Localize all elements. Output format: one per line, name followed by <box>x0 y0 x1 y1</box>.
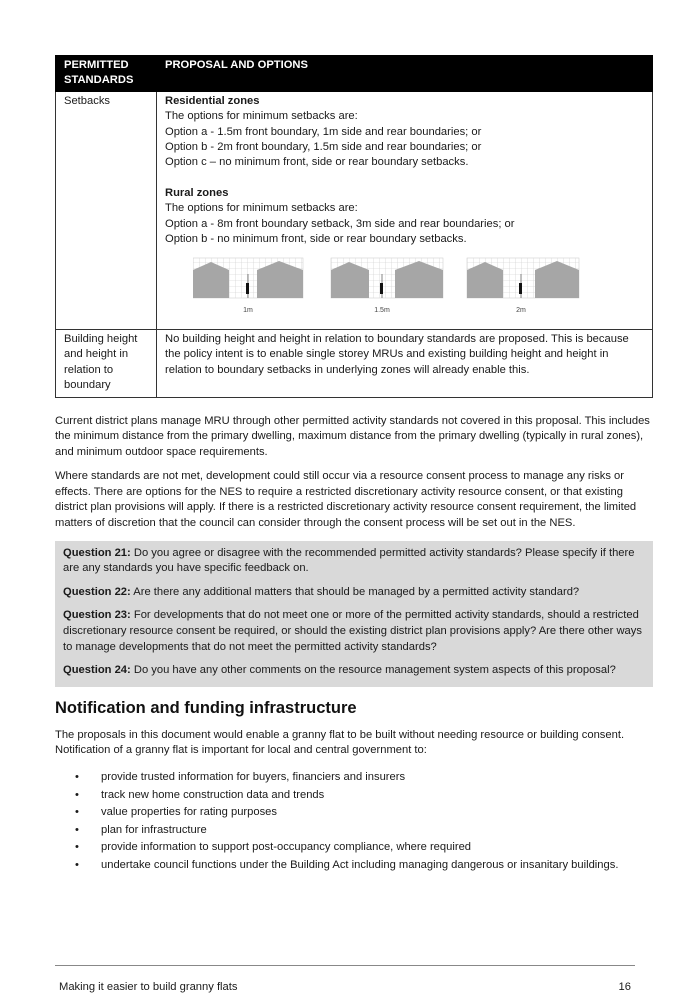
table-row <box>56 91 653 329</box>
document-page <box>55 55 653 875</box>
setback-panel-1-5m <box>331 258 443 314</box>
list-item: • value properties for rating purposes <box>55 804 653 822</box>
setback-panel-2m <box>467 258 579 314</box>
question-text: Are there any additional matters that should be managed by a permitted activity standard? <box>130 585 580 598</box>
question-item <box>63 546 645 577</box>
residential-line: Option b - 2m front boundary, 1.5m side and rear boundaries; or <box>165 141 482 154</box>
permitted-standards-table <box>55 55 653 398</box>
question-label: Question 21: <box>63 546 131 559</box>
question-text: For developments that do not meet one or more of the permitted activity standards, should a restricted discretionary resource consent be required, or should the existing district plan provisions apply? Are there other ways to manage developments that do not meet the permitted activity standards? <box>63 609 642 653</box>
setback-panel-1m <box>193 258 303 314</box>
body-paragraph: Where standards are not met, development could still occur via a resource consent process to manage any risks or effects. There are options for the NES to require a restricted discretionary activity resource consent, or that existing district plan provisions will apply. If there is a restricted discretionary activity resource consent requirement, the limited matters of discretion that the council can consider through the consent process will be set out in the NES. <box>55 470 637 530</box>
proposal-cell <box>157 91 653 329</box>
rural-heading: Rural zones <box>165 186 229 199</box>
question-item <box>63 608 645 655</box>
fence-marker <box>519 283 522 294</box>
question-label: Question 24: <box>63 664 131 677</box>
list-item: • provide trusted information for buyers, financiers and insurers <box>55 769 653 787</box>
rural-line: The options for minimum setbacks are: <box>165 202 358 215</box>
list-item: • track new home construction data and trends <box>55 787 653 805</box>
bullet-icon: • <box>75 788 79 801</box>
section-heading: Notification and funding infrastructure <box>55 698 357 717</box>
rural-line: Option a - 8m front boundary setback, 3m side and rear boundaries; or <box>165 217 515 230</box>
question-item <box>63 585 645 601</box>
standard-cell: Building height and height in relation to boundary <box>56 329 157 397</box>
table-row <box>56 329 653 397</box>
bullet-icon: • <box>75 771 79 783</box>
fence-marker <box>246 283 249 294</box>
residential-line: Option c – no minimum front, side or rear boundary setbacks. <box>165 156 469 169</box>
bullet-icon: • <box>75 806 79 819</box>
diagram-label-1m: 1m <box>243 307 253 315</box>
setback-diagram-svg <box>193 256 613 316</box>
setback-diagram <box>193 256 644 321</box>
bullet-list <box>55 769 653 875</box>
question-label: Question 23: <box>63 609 131 622</box>
column-header-standards: PERMITTED STANDARDS <box>56 56 157 92</box>
proposal-cell: No building height and height in relation to boundary standards are proposed. This is because the policy intent is to enable single storey MRUs and existing building height and height in relation to boundary setbacks in underlying zones will already enable this. <box>157 329 653 397</box>
residential-line: The options for minimum setbacks are: <box>165 110 358 123</box>
bullet-icon: • <box>75 858 79 871</box>
fence-marker <box>380 283 383 294</box>
question-text: Do you agree or disagree with the recommended permitted activity standards? Please specify if there are any standards you have specific feedback on. <box>63 546 635 575</box>
rural-line: Option b - no minimum front, side or rear boundary setbacks. <box>165 233 467 246</box>
section-intro: The proposals in this document would enable a granny flat to be built without needing resource or building consent. Notification of a granny flat is important for local and central government to: <box>55 728 625 757</box>
list-item: • plan for infrastructure <box>55 822 653 840</box>
list-item: • provide information to support post-occupancy compliance, where required <box>55 839 653 857</box>
page-number: 16 <box>618 981 631 993</box>
standard-cell: Setbacks <box>56 91 157 329</box>
question-label: Question 22: <box>63 585 131 598</box>
questions-box <box>55 541 653 687</box>
question-text: Do you have any other comments on the resource management system aspects of this proposal? <box>130 664 616 677</box>
page-footer <box>59 981 631 993</box>
diagram-label-1-5m: 1.5m <box>374 307 390 315</box>
bullet-icon: • <box>75 823 79 836</box>
residential-line: Option a - 1.5m front boundary, 1m side and rear boundaries; or <box>165 125 482 138</box>
diagram-label-2m: 2m <box>516 307 526 315</box>
body-paragraph: Current district plans manage MRU through other permitted activity standards not covered in this proposal. This includes the minimum distance from the primary dwelling, maximum distance from the primary dwelling (typically in rural zones), and minimum outdoor space requirements. <box>55 414 650 458</box>
residential-heading: Residential zones <box>165 94 260 107</box>
table-header-row <box>56 56 653 92</box>
column-header-proposal: PROPOSAL AND OPTIONS <box>157 56 653 92</box>
bullet-icon: • <box>75 841 79 854</box>
footer-divider <box>55 965 635 966</box>
list-item: • undertake council functions under the Building Act including managing dangerous or insanitary buildings. <box>55 857 653 875</box>
footer-title: Making it easier to build granny flats <box>59 981 238 993</box>
question-item <box>63 663 645 679</box>
